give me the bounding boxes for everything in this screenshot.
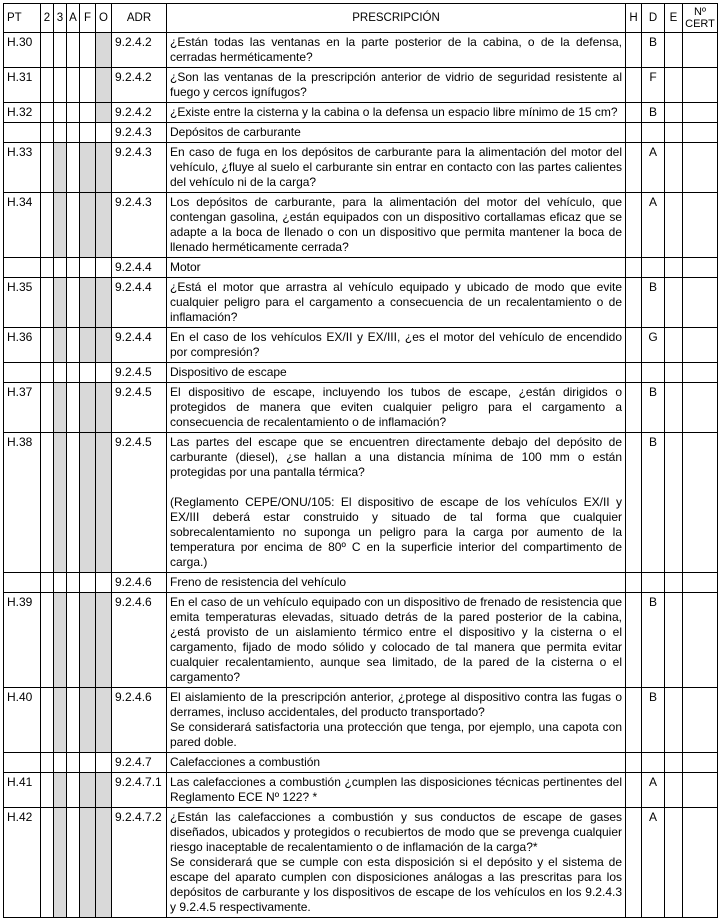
col-3-cell	[54, 258, 67, 278]
pt-cell: H.39	[4, 593, 41, 688]
col-header-3: 3	[54, 4, 67, 33]
pt-cell: H.41	[4, 773, 41, 808]
prescripcion-paragraph: El aislamiento de la prescripción anterior, ¿protege al dispositivo contra las fugas o derrames, incluso accidentales, del producto transportado?	[170, 690, 622, 719]
d-cell: A	[642, 773, 665, 808]
prescripcion-paragraph: Las calefacciones a combustión ¿cumplen las disposiciones técnicas pertinentes del Reglamento ECE Nº 122? *	[170, 775, 622, 804]
h-cell	[626, 68, 642, 103]
adr-cell: 9.2.4.7.2	[112, 808, 167, 918]
pt-cell: H.33	[4, 143, 41, 193]
col-2-cell	[41, 193, 54, 258]
d-cell: B	[642, 278, 665, 328]
col-a-cell	[67, 143, 80, 193]
pt-cell: H.31	[4, 68, 41, 103]
cert-cell	[683, 773, 718, 808]
col-o-cell	[96, 808, 112, 918]
prescripcion-cell	[167, 808, 626, 918]
h-cell	[626, 383, 642, 433]
cert-cell	[683, 33, 718, 68]
cert-cell	[683, 383, 718, 433]
e-cell	[665, 808, 683, 918]
paragraph-gap	[170, 480, 622, 495]
d-cell: A	[642, 143, 665, 193]
col-header-adr: ADR	[112, 4, 167, 33]
adr-cell: 9.2.4.6	[112, 688, 167, 753]
col-o-cell	[96, 753, 112, 773]
table-row	[4, 193, 718, 258]
adr-cell: 9.2.4.2	[112, 68, 167, 103]
col-2-cell	[41, 143, 54, 193]
prescripcion-cell	[167, 103, 626, 123]
col-2-cell	[41, 68, 54, 103]
table-row	[4, 773, 718, 808]
prescripcion-cell	[167, 258, 626, 278]
e-cell	[665, 258, 683, 278]
d-cell	[642, 753, 665, 773]
prescripcion-paragraph: En el caso de los vehículos EX/II y EX/III, ¿es el motor del vehículo de encendido por compresión?	[170, 330, 622, 359]
prescripcion-paragraph: ¿Son las ventanas de la prescripción anterior de vidrio de seguridad resistente al fuego y cercos ignífugos?	[170, 70, 622, 99]
col-o-cell	[96, 363, 112, 383]
col-3-cell	[54, 383, 67, 433]
col-f-cell	[80, 258, 96, 278]
h-cell	[626, 433, 642, 573]
col-3-cell	[54, 328, 67, 363]
pt-cell	[4, 363, 41, 383]
col-header-a: A	[67, 4, 80, 33]
col-a-cell	[67, 258, 80, 278]
pt-cell: H.34	[4, 193, 41, 258]
prescripcion-paragraph: Se considerará satisfactoria una protección que tenga, por ejemplo, una capota con pared doble.	[170, 720, 622, 749]
prescripcion-paragraph: En caso de fuga en los depósitos de carburante para la alimentación del motor del vehículo, ¿fluye al suelo el carburante sin entrar en contacto con las partes calientes del vehículo ni de la carga?	[170, 145, 622, 189]
adr-cell: 9.2.4.2	[112, 103, 167, 123]
table-row	[4, 278, 718, 328]
pt-cell	[4, 123, 41, 143]
e-cell	[665, 753, 683, 773]
d-cell	[642, 258, 665, 278]
col-2-cell	[41, 383, 54, 433]
section-row	[4, 573, 718, 593]
prescripcion-cell	[167, 573, 626, 593]
col-o-cell	[96, 258, 112, 278]
col-a-cell	[67, 808, 80, 918]
col-3-cell	[54, 433, 67, 573]
d-cell: B	[642, 383, 665, 433]
prescripcion-paragraph: Las partes del escape que se encuentren directamente debajo del depósito de carburante (diesel), ¿se hallan a una distancia mínima de 100 mm o están protegidas por una pantalla térmica?	[170, 435, 622, 479]
prescripcion-paragraph: Depósitos de carburante	[170, 125, 301, 139]
cert-cell	[683, 193, 718, 258]
table-row	[4, 328, 718, 363]
adr-cell: 9.2.4.4	[112, 328, 167, 363]
col-f-cell	[80, 808, 96, 918]
table-row	[4, 433, 718, 573]
col-f-cell	[80, 383, 96, 433]
col-o-cell	[96, 773, 112, 808]
adr-cell: 9.2.4.5	[112, 433, 167, 573]
col-f-cell	[80, 688, 96, 753]
e-cell	[665, 363, 683, 383]
col-a-cell	[67, 68, 80, 103]
prescripcion-paragraph: Motor	[170, 260, 201, 274]
col-header-h: H	[626, 4, 642, 33]
col-o-cell	[96, 68, 112, 103]
table-row	[4, 808, 718, 918]
col-o-cell	[96, 688, 112, 753]
prescripcion-paragraph: Se considerará que se cumple con esta disposición si el depósito y el sistema de escape del aparato cumplen con disposiciones análogas a las prescritas para los depósitos de carburante y los dispositivos de escape de los vehículos en los 9.2.4.3 y 9.2.4.5 respectivamente.	[170, 855, 622, 914]
col-a-cell	[67, 193, 80, 258]
prescripcion-paragraph: (Reglamento CEPE/ONU/105: El dispositivo de escape de los vehículos EX/II y EX/III deberá estar construido y situado de tal forma que cualquier sobrecalentamiento no suponga un peligro para la carga por aumento de la temperatura por encima de 80º C en la superficie interior del compartimento de carga.)	[170, 495, 622, 569]
col-3-cell	[54, 278, 67, 328]
col-f-cell	[80, 753, 96, 773]
prescripcion-paragraph: El dispositivo de escape, incluyendo los tubos de escape, ¿están dirigidos o protegidos de manera que eviten cualquier peligro para el cargamento a consecuencia de recalentamiento o de inflamación?	[170, 385, 622, 429]
cert-cell	[683, 688, 718, 753]
adr-cell: 9.2.4.4	[112, 258, 167, 278]
cert-cell	[683, 278, 718, 328]
pt-cell	[4, 753, 41, 773]
col-2-cell	[41, 573, 54, 593]
e-cell	[665, 123, 683, 143]
prescripcion-cell	[167, 383, 626, 433]
e-cell	[665, 193, 683, 258]
adr-cell: 9.2.4.6	[112, 573, 167, 593]
col-a-cell	[67, 383, 80, 433]
table-row	[4, 33, 718, 68]
col-f-cell	[80, 123, 96, 143]
cert-cell	[683, 123, 718, 143]
adr-cell: 9.2.4.7	[112, 753, 167, 773]
col-2-cell	[41, 773, 54, 808]
col-a-cell	[67, 433, 80, 573]
h-cell	[626, 808, 642, 918]
col-header-e: E	[665, 4, 683, 33]
col-f-cell	[80, 363, 96, 383]
h-cell	[626, 773, 642, 808]
d-cell	[642, 123, 665, 143]
e-cell	[665, 773, 683, 808]
col-3-cell	[54, 753, 67, 773]
col-2-cell	[41, 103, 54, 123]
table-row	[4, 143, 718, 193]
pt-cell: H.35	[4, 278, 41, 328]
section-row	[4, 753, 718, 773]
col-header-f: F	[80, 4, 96, 33]
adr-inspection-table	[3, 3, 718, 918]
adr-cell: 9.2.4.4	[112, 278, 167, 328]
col-3-cell	[54, 773, 67, 808]
col-3-cell	[54, 363, 67, 383]
prescripcion-paragraph: ¿Existe entre la cisterna y la cabina o la defensa un espacio libre mínimo de 15 cm?	[170, 105, 618, 119]
col-o-cell	[96, 278, 112, 328]
d-cell: A	[642, 193, 665, 258]
col-a-cell	[67, 278, 80, 328]
prescripcion-paragraph: Dispositivo de escape	[170, 365, 287, 379]
h-cell	[626, 363, 642, 383]
prescripcion-cell	[167, 363, 626, 383]
prescripcion-cell	[167, 593, 626, 688]
cert-cell	[683, 593, 718, 688]
col-a-cell	[67, 328, 80, 363]
col-3-cell	[54, 193, 67, 258]
h-cell	[626, 193, 642, 258]
cert-cell	[683, 103, 718, 123]
col-2-cell	[41, 328, 54, 363]
header-row	[4, 4, 718, 33]
pt-cell: H.38	[4, 433, 41, 573]
col-a-cell	[67, 773, 80, 808]
col-f-cell	[80, 193, 96, 258]
e-cell	[665, 688, 683, 753]
e-cell	[665, 593, 683, 688]
prescripcion-paragraph: Los depósitos de carburante, para la alimentación del motor del vehículo, que contengan gasolina, ¿están equipados con un dispositivo cortallamas eficaz que se adapte a la boca de llenado o con un dispositivo que permita mantener la boca de llenado herméticamente cerrada?	[170, 195, 622, 254]
prescripcion-cell	[167, 328, 626, 363]
d-cell: B	[642, 688, 665, 753]
adr-cell: 9.2.4.5	[112, 363, 167, 383]
e-cell	[665, 328, 683, 363]
col-header-cert	[683, 4, 718, 33]
col-3-cell	[54, 688, 67, 753]
col-f-cell	[80, 773, 96, 808]
cert-cell	[683, 753, 718, 773]
col-o-cell	[96, 103, 112, 123]
col-a-cell	[67, 363, 80, 383]
e-cell	[665, 68, 683, 103]
d-cell: B	[642, 433, 665, 573]
pt-cell	[4, 258, 41, 278]
d-cell: F	[642, 68, 665, 103]
adr-cell: 9.2.4.6	[112, 593, 167, 688]
col-2-cell	[41, 33, 54, 68]
h-cell	[626, 33, 642, 68]
col-3-cell	[54, 123, 67, 143]
h-cell	[626, 573, 642, 593]
e-cell	[665, 383, 683, 433]
col-3-cell	[54, 593, 67, 688]
pt-cell: H.42	[4, 808, 41, 918]
pt-cell	[4, 573, 41, 593]
prescripcion-cell	[167, 33, 626, 68]
h-cell	[626, 753, 642, 773]
prescripcion-cell	[167, 433, 626, 573]
prescripcion-paragraph: ¿Están todas las ventanas en la parte posterior de la cabina, o de la defensa, cerradas herméticamente?	[170, 35, 622, 64]
table-body	[4, 33, 718, 918]
h-cell	[626, 593, 642, 688]
prescripcion-cell	[167, 68, 626, 103]
cert-cell	[683, 433, 718, 573]
prescripcion-paragraph: Freno de resistencia del vehículo	[170, 575, 347, 589]
prescripcion-paragraph: Calefacciones a combustión	[170, 755, 321, 769]
adr-cell: 9.2.4.2	[112, 33, 167, 68]
col-a-cell	[67, 103, 80, 123]
pt-cell: H.32	[4, 103, 41, 123]
d-cell: B	[642, 33, 665, 68]
col-header-2: 2	[41, 4, 54, 33]
col-header-pt: PT	[4, 4, 41, 33]
prescripcion-cell	[167, 773, 626, 808]
h-cell	[626, 258, 642, 278]
col-a-cell	[67, 593, 80, 688]
cert-cell	[683, 808, 718, 918]
d-cell: B	[642, 593, 665, 688]
col-a-cell	[67, 123, 80, 143]
col-2-cell	[41, 258, 54, 278]
table-row	[4, 688, 718, 753]
d-cell	[642, 573, 665, 593]
cert-cell	[683, 143, 718, 193]
col-o-cell	[96, 433, 112, 573]
e-cell	[665, 278, 683, 328]
col-o-cell	[96, 143, 112, 193]
cert-cell	[683, 363, 718, 383]
col-o-cell	[96, 573, 112, 593]
cert-cell	[683, 573, 718, 593]
col-f-cell	[80, 328, 96, 363]
col-o-cell	[96, 593, 112, 688]
col-2-cell	[41, 363, 54, 383]
adr-cell: 9.2.4.3	[112, 123, 167, 143]
cert-cell	[683, 258, 718, 278]
section-row	[4, 123, 718, 143]
h-cell	[626, 103, 642, 123]
col-o-cell	[96, 193, 112, 258]
prescripcion-cell	[167, 753, 626, 773]
col-o-cell	[96, 383, 112, 433]
col-f-cell	[80, 68, 96, 103]
e-cell	[665, 433, 683, 573]
adr-cell: 9.2.4.3	[112, 143, 167, 193]
d-cell: A	[642, 808, 665, 918]
cert-cell	[683, 328, 718, 363]
col-header-prescripcion: PRESCRIPCIÓN	[167, 4, 626, 33]
col-2-cell	[41, 278, 54, 328]
prescripcion-cell	[167, 688, 626, 753]
e-cell	[665, 573, 683, 593]
pt-cell: H.36	[4, 328, 41, 363]
col-3-cell	[54, 68, 67, 103]
col-header-o: O	[96, 4, 112, 33]
prescripcion-cell	[167, 123, 626, 143]
prescripcion-cell	[167, 278, 626, 328]
prescripcion-paragraph: En el caso de un vehículo equipado con un dispositivo de frenado de resistencia que emita temperaturas elevadas, situado detrás de la pared posterior de la cabina, ¿está provisto de un aislamiento térmico entre el dispositivo y la cisterna o el cargamento, fijado de modo sólido y colocado de tal manera que permita evitar cualquier recalentamiento, aunque sea limitado, de la pared de la cisterna o el cargamento?	[170, 595, 622, 684]
h-cell	[626, 328, 642, 363]
d-cell: B	[642, 103, 665, 123]
col-o-cell	[96, 33, 112, 68]
h-cell	[626, 278, 642, 328]
e-cell	[665, 103, 683, 123]
h-cell	[626, 688, 642, 753]
table-row	[4, 593, 718, 688]
col-2-cell	[41, 688, 54, 753]
cert-cell	[683, 68, 718, 103]
col-f-cell	[80, 103, 96, 123]
col-f-cell	[80, 573, 96, 593]
e-cell	[665, 143, 683, 193]
col-2-cell	[41, 753, 54, 773]
col-a-cell	[67, 33, 80, 68]
pt-cell: H.30	[4, 33, 41, 68]
col-3-cell	[54, 573, 67, 593]
h-cell	[626, 123, 642, 143]
col-f-cell	[80, 278, 96, 328]
col-o-cell	[96, 328, 112, 363]
prescripcion-cell	[167, 193, 626, 258]
adr-cell: 9.2.4.7.1	[112, 773, 167, 808]
col-header-cert-line2: CERT	[685, 18, 715, 30]
prescripcion-paragraph: ¿Está el motor que arrastra al vehículo equipado y ubicado de modo que evite cualquier peligro para el cargamento a consecuencia de un recalentamiento o de inflamación?	[170, 280, 622, 324]
section-row	[4, 363, 718, 383]
col-a-cell	[67, 688, 80, 753]
col-2-cell	[41, 808, 54, 918]
d-cell: G	[642, 328, 665, 363]
table-row	[4, 103, 718, 123]
col-3-cell	[54, 808, 67, 918]
adr-cell: 9.2.4.5	[112, 383, 167, 433]
col-o-cell	[96, 123, 112, 143]
col-header-cert-line1: Nº	[694, 6, 706, 18]
col-a-cell	[67, 753, 80, 773]
prescripcion-cell	[167, 143, 626, 193]
adr-cell: 9.2.4.3	[112, 193, 167, 258]
col-3-cell	[54, 143, 67, 193]
col-3-cell	[54, 103, 67, 123]
col-2-cell	[41, 433, 54, 573]
col-f-cell	[80, 33, 96, 68]
col-2-cell	[41, 123, 54, 143]
e-cell	[665, 33, 683, 68]
col-header-d: D	[642, 4, 665, 33]
col-a-cell	[67, 573, 80, 593]
col-3-cell	[54, 33, 67, 68]
h-cell	[626, 143, 642, 193]
table-row	[4, 68, 718, 103]
section-row	[4, 258, 718, 278]
d-cell	[642, 363, 665, 383]
table-row	[4, 383, 718, 433]
prescripcion-paragraph: ¿Están las calefacciones a combustión y sus conductos de escape de gases diseñados, ubicados y protegidos o recubiertos de modo que se prevenga cualquier riesgo inaceptable de recalentamiento o de inflamación de la carga?*	[170, 810, 622, 854]
pt-cell: H.40	[4, 688, 41, 753]
col-f-cell	[80, 593, 96, 688]
col-f-cell	[80, 143, 96, 193]
pt-cell: H.37	[4, 383, 41, 433]
col-f-cell	[80, 433, 96, 573]
col-2-cell	[41, 593, 54, 688]
